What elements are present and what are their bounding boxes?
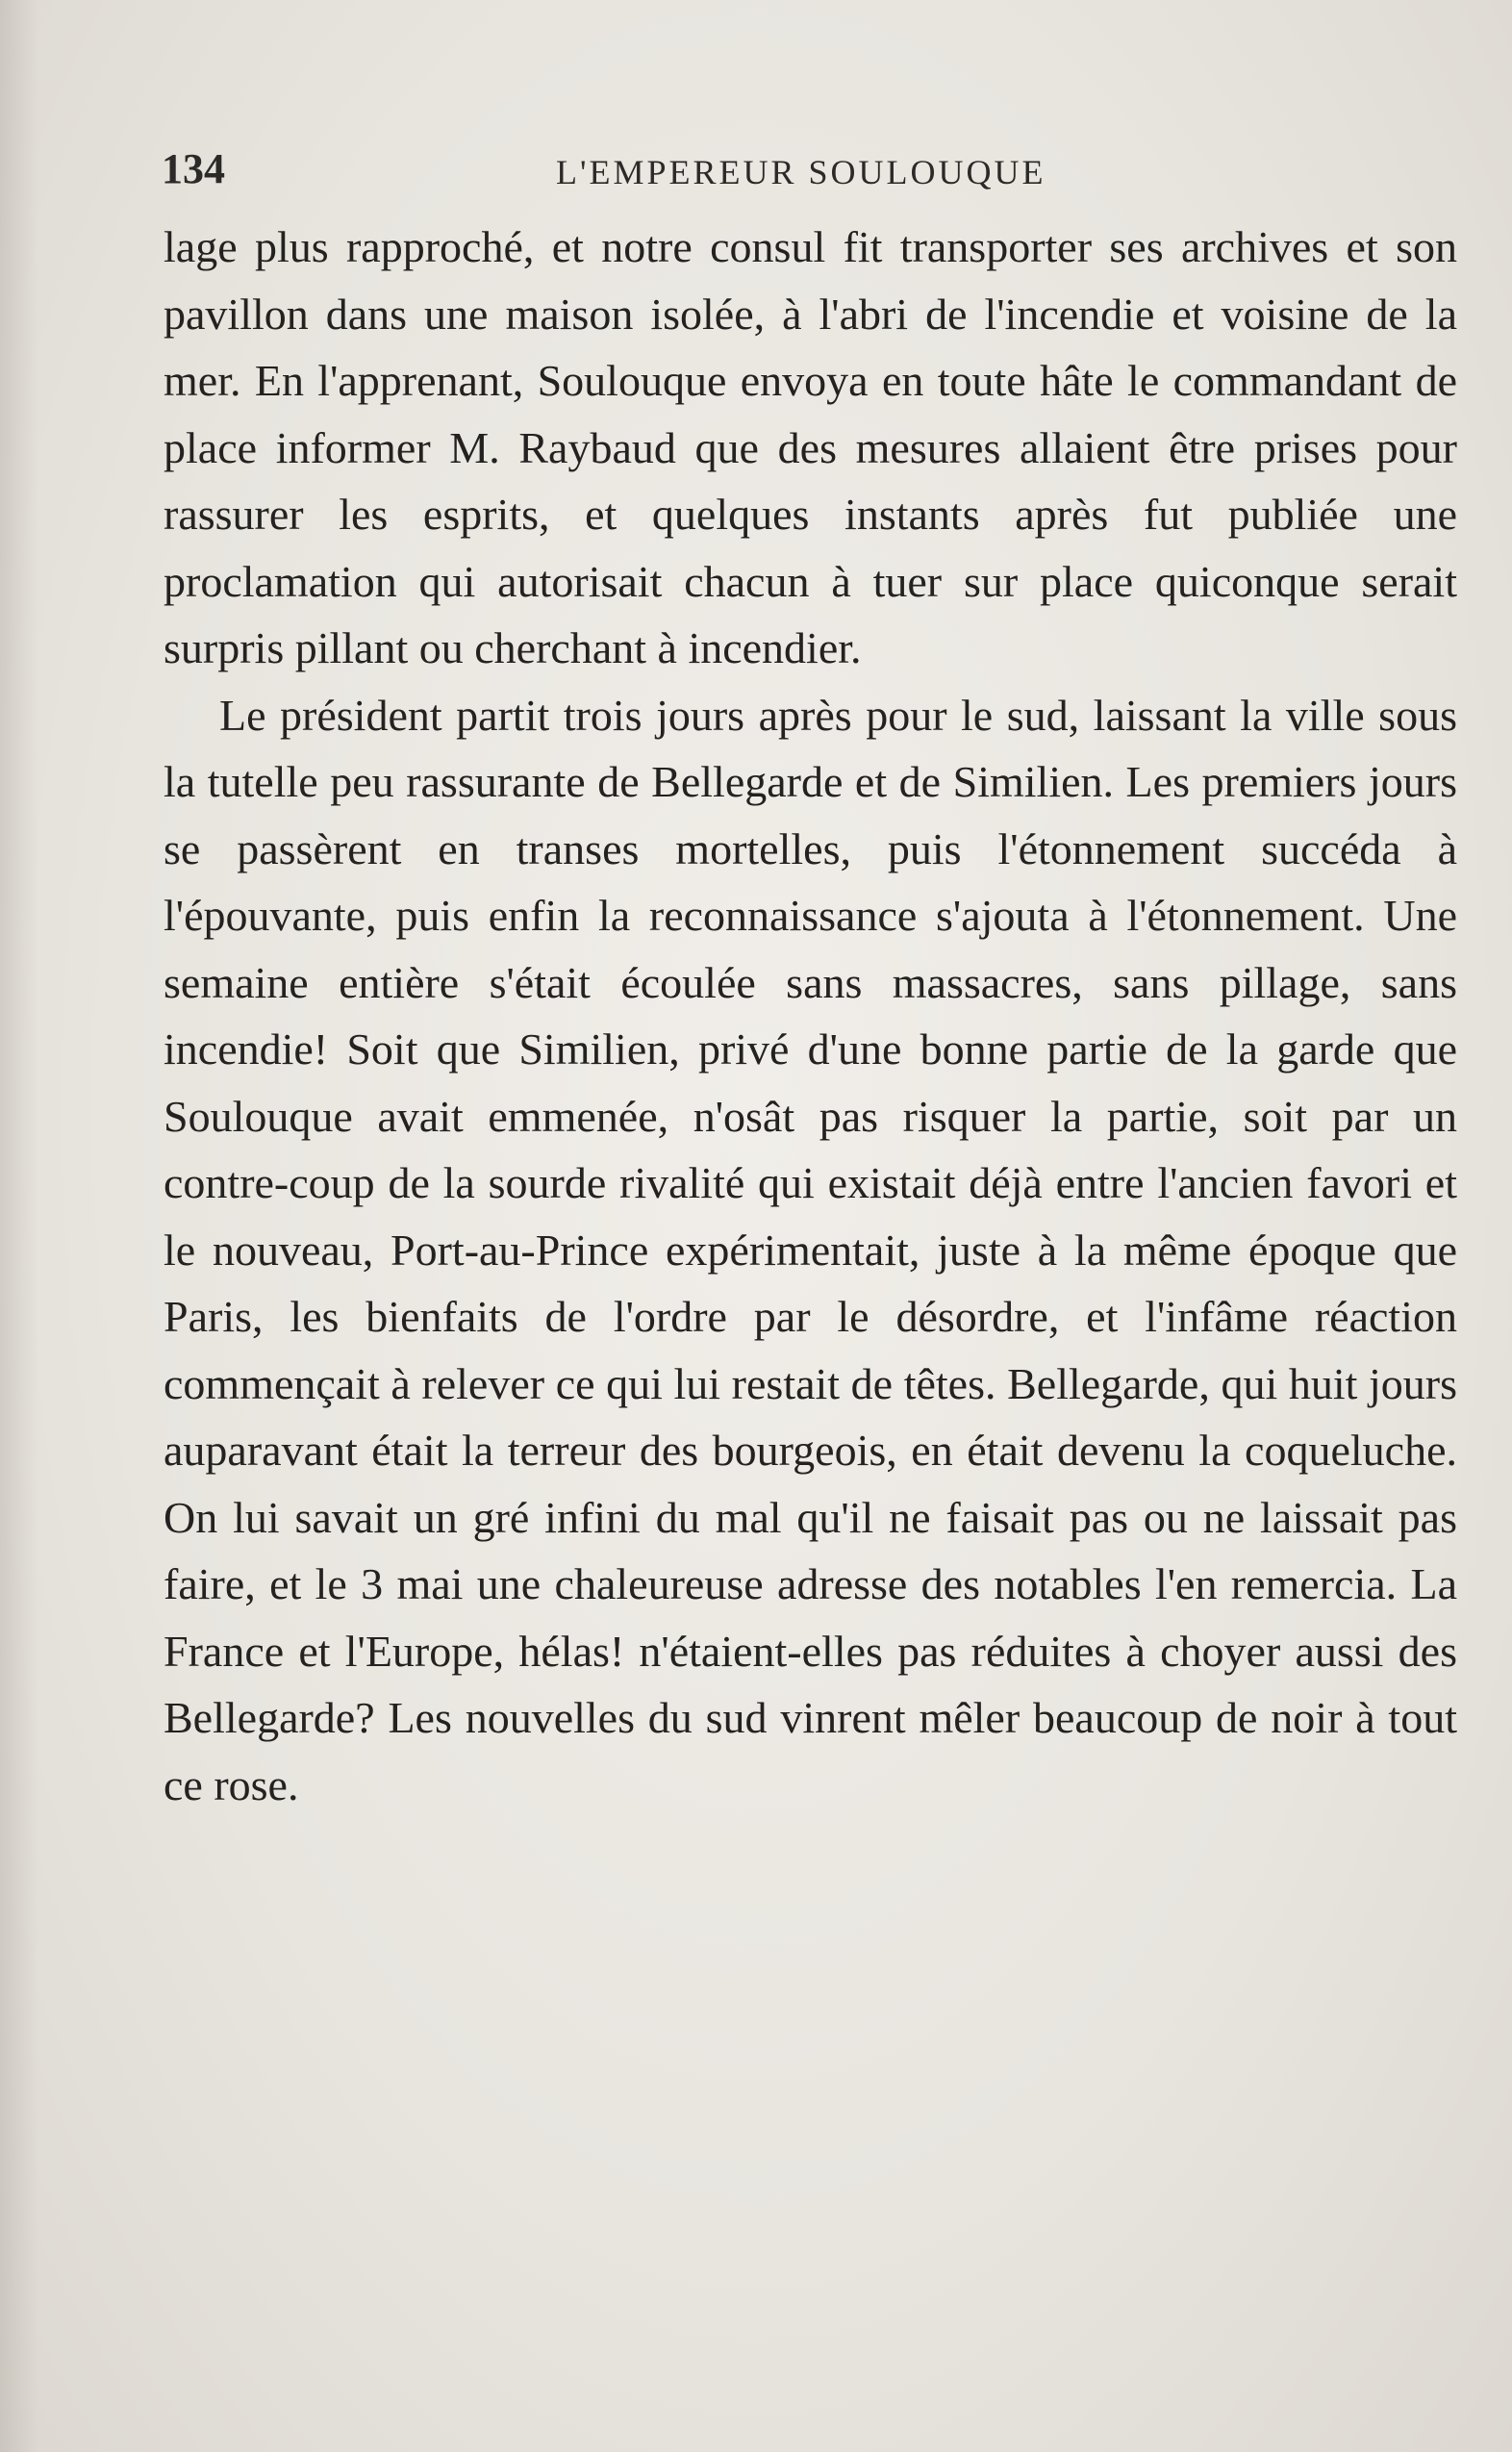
page-number: 134 xyxy=(162,145,225,192)
paragraph: Le président partit trois jours après pour le sud, laissant la ville sous la tutelle peu rassurante de Bellegarde et de Similien. Les premiers jours se passèrent en transes mortelles, puis l'étonnement succéda à l'épouvante, puis enfin la reconnaissance s'ajouta à l'étonnement. Une semaine entière s'était écoulée sans massacres, sans pillage, sans incendie! Soit que Similien, privé d'une bonne partie de la garde que Soulouque avait emmenée, n'osât pas risquer la partie, soit par un contre-coup de la sourde rivalité qui existait déjà entre l'ancien favori et le nouveau, Port-au-Prince expérimentait, juste à la même époque que Paris, les bienfaits de l'ordre par le désordre, et l'infâme réaction commençait à relever ce qui lui restait de têtes. Bellegarde, qui huit jours auparavant était la terreur des bourgeois, en était devenu la coqueluche. On lui savait un gré infini du mal qu'il ne faisait pas ou ne laissait pas faire, et le 3 mai une chaleureuse adresse des notables l'en remercia. La France et l'Europe, hélas! n'étaient-elles pas réduites à choyer aussi des Bellegarde? Les nouvelles du sud vinrent mêler beaucoup de noir à tout ce rose. xyxy=(164,690,1457,1809)
page-header xyxy=(162,144,1455,202)
paragraph: lage plus rapproché, et notre consul fit transporter ses archives et son pavillon dans une maison isolée, à l'abri de l'incendie et voisine de la mer. En l'apprenant, Soulouque envoya en toute hâte le commandant de place informer M. Raybaud que des mesures allaient être prises pour rassurer les esprits, et quelques instants après fut publiée une proclamation qui autorisait chacun à tuer sur place quiconque serait surpris pillant ou cherchant à incendier. xyxy=(164,222,1457,672)
binding-shadow xyxy=(0,0,38,2452)
running-title: L'EMPEREUR SOULOUQUE xyxy=(556,153,1046,191)
body-text xyxy=(164,214,1457,1818)
